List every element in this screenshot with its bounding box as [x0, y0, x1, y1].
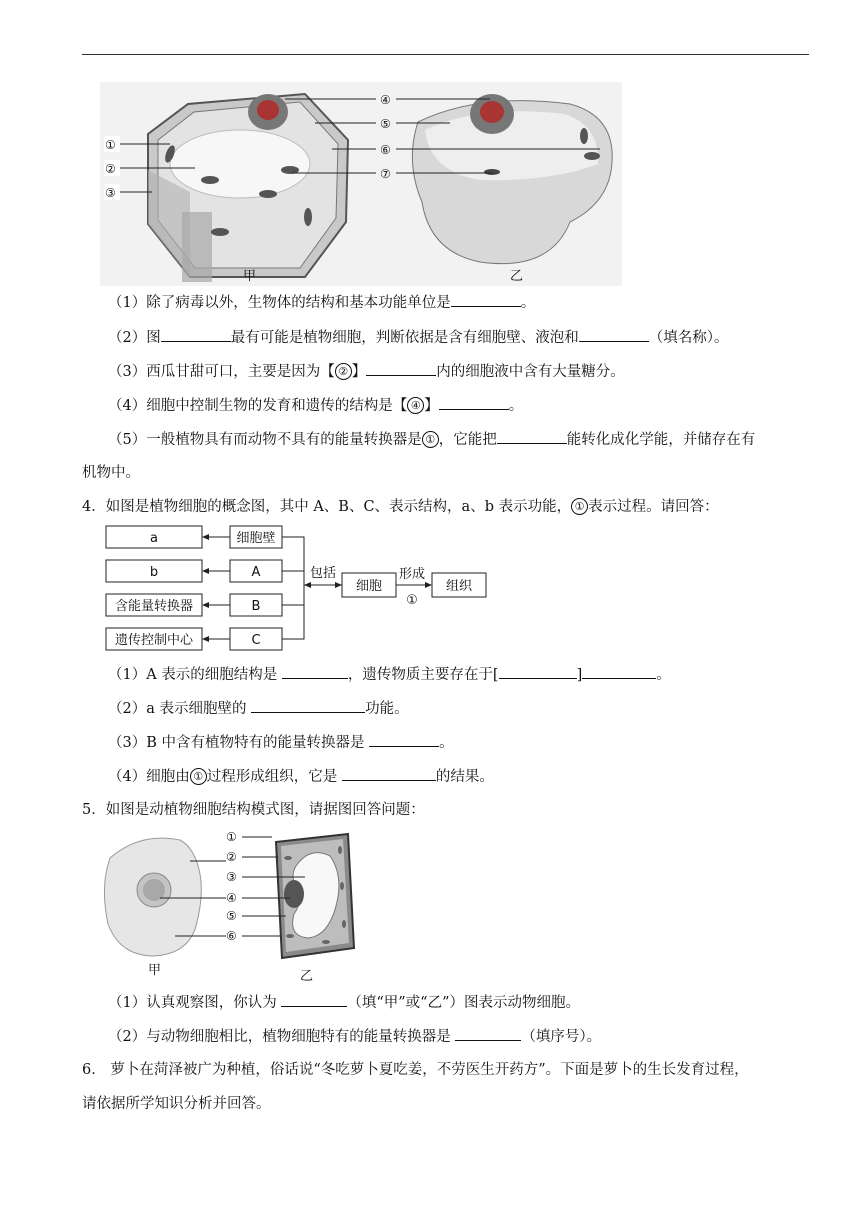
q4-stem: 4．如图是植物细胞的概念图，其中 A、B、C、表示结构，a、b 表示功能， ① 表示过程。请回答： — [82, 499, 719, 515]
concept-include-label: 包括 — [309, 566, 337, 581]
animal-plant-cell-figure — [100, 826, 370, 984]
concept-box-A: A — [251, 565, 261, 580]
concept-tissue-box: 组织 — [445, 579, 473, 594]
fig1-label-6: ⑥ — [380, 143, 391, 157]
fig1-label-4: ④ — [380, 93, 391, 107]
concept-cell-box: 细胞 — [355, 579, 383, 594]
answer-blank[interactable] — [161, 327, 231, 342]
concept-box-b: b — [149, 565, 159, 580]
fig3-label-2: ② — [226, 850, 237, 864]
concept-process-label: ① — [406, 593, 418, 608]
fig1-label-5: ⑤ — [380, 117, 391, 131]
q3-line-2: （2）图 最有可能是植物细胞，判断依据是含有细胞壁、液泡和 （填名称）。 — [108, 327, 728, 348]
q4-line-4: （4）细胞由 ① 过程形成组织，它是 的结果。 — [108, 766, 494, 787]
q4-line-1: （1）A 表示的细胞结构是 ，遗传物质主要存在于[ ] 。 — [108, 664, 671, 685]
concept-box-a: a — [150, 531, 158, 546]
cell-structure-figure — [100, 82, 622, 286]
answer-blank[interactable] — [282, 664, 348, 679]
fig1-label-7: ⑦ — [380, 167, 391, 181]
q3-line-5: （5）一般植物具有而动物不具有的能量转换器是 ① ，它能把 能转化成化学能，并储存在有 — [108, 429, 755, 450]
plant-cell-concept-map — [104, 524, 494, 654]
q3-line-4: （4）细胞中控制生物的发育和遗传的结构是【 ④ 】 。 — [108, 395, 523, 416]
fig3-label-5: ⑤ — [226, 909, 237, 923]
concept-box-energy: 含能量转换器 — [114, 599, 194, 614]
fig1-label-3: ③ — [105, 186, 116, 200]
q3-line-5b: 机物中。 — [82, 465, 140, 481]
concept-box-C: C — [251, 633, 261, 648]
q3-line-3: （3）西瓜甘甜可口，主要是因为【 ② 】 内的细胞液中含有大量糖分。 — [108, 361, 625, 382]
concept-box-genetic: 遗传控制中心 — [114, 633, 194, 648]
answer-blank[interactable] — [251, 698, 365, 713]
fig3-caption-right: 乙 — [300, 969, 314, 984]
answer-blank[interactable] — [582, 664, 656, 679]
answer-blank[interactable] — [342, 766, 436, 781]
fig3-label-3: ③ — [226, 870, 237, 884]
answer-blank[interactable] — [366, 361, 436, 376]
answer-blank[interactable] — [369, 732, 439, 747]
concept-form-label: 形成 — [398, 567, 426, 582]
fig3-label-4: ④ — [226, 891, 237, 905]
fig3-label-1: ① — [226, 830, 237, 844]
fig1-label-1: ① — [105, 138, 116, 152]
q5-line-1: （1）认真观察图，你认为 （填“甲”或“乙”）图表示动物细胞。 — [108, 992, 580, 1013]
q5-stem: 5．如图是动植物细胞结构模式图，请据图回答问题： — [82, 802, 425, 818]
concept-box-wall: 细胞壁 — [236, 531, 276, 546]
concept-box-B: B — [251, 599, 261, 614]
header-rule — [82, 54, 809, 55]
fig1-caption-left: 甲 — [243, 269, 257, 284]
fig3-label-6: ⑥ — [226, 929, 237, 943]
answer-blank[interactable] — [455, 1026, 521, 1041]
fig3-caption-left: 甲 — [148, 963, 162, 978]
fig1-caption-right: 乙 — [510, 269, 524, 284]
q4-line-3: （3）B 中含有植物特有的能量转换器是 。 — [108, 732, 454, 753]
answer-blank[interactable] — [579, 327, 649, 342]
answer-blank[interactable] — [281, 992, 347, 1007]
answer-blank[interactable] — [497, 429, 567, 444]
fig1-label-2: ② — [105, 162, 116, 176]
q4-line-2: （2）a 表示细胞壁的 功能。 — [108, 698, 409, 719]
q6-line-2: 请依据所学知识分析并回答。 — [82, 1096, 271, 1112]
plant-cell-illustration — [148, 94, 348, 282]
q6-line-1: 6． 萝卜在菏泽被广为种植，俗话说“冬吃萝卜夏吃姜，不劳医生开药方”。下面是萝卜的生长发育过程， — [82, 1062, 749, 1078]
answer-blank[interactable] — [499, 664, 577, 679]
q3-line-1: （1）除了病毒以外，生物体的结构和基本功能单位是 。 — [108, 292, 535, 313]
q5-line-2: （2）与动物细胞相比，植物细胞特有的能量转换器是 （填序号）。 — [108, 1026, 601, 1047]
answer-blank[interactable] — [439, 395, 509, 410]
answer-blank[interactable] — [451, 292, 521, 307]
